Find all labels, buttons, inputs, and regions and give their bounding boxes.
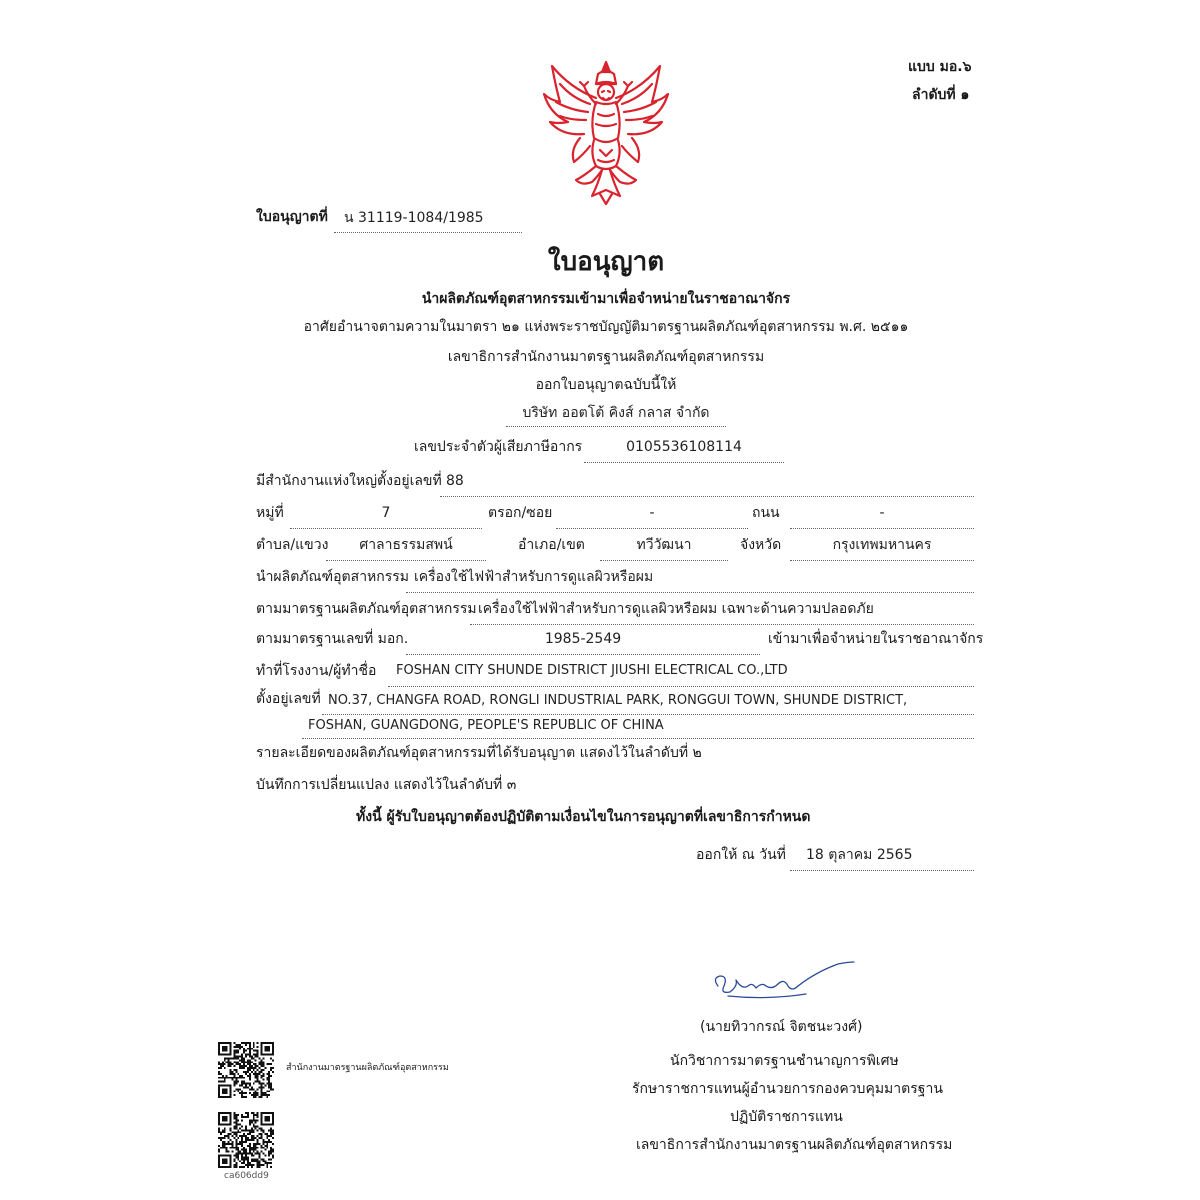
garuda-emblem-icon <box>540 58 672 208</box>
signature-icon <box>708 956 858 1006</box>
qr-caption: สำนักงานมาตรฐานผลิตภัณฑ์อุตสาหกรรม <box>286 1063 449 1073</box>
subdistrict-value: ศาลาธรรมสพน์ <box>359 537 453 553</box>
issue-line: ออกใบอนุญาตฉบับนี้ให้ <box>535 377 677 393</box>
standard-no-value: 1985-2549 <box>544 631 622 647</box>
standard-no-suffix: เข้ามาเพื่อจำหน่ายในราชอาณาจักร <box>768 631 984 647</box>
secretary-line: เลขาธิการสำนักงานมาตรฐานผลิตภัณฑ์อุตสาหกรรม <box>447 349 765 365</box>
license-no-value: น 31119-1084/1985 <box>344 210 484 226</box>
subdistrict-label: ตำบล/แขวง <box>256 537 329 553</box>
tax-id-label: เลขประจำตัวผู้เสียภาษีอากร <box>414 439 583 455</box>
product-label: นำผลิตภัณฑ์อุตสาหกรรม <box>256 569 410 585</box>
authority-line: อาศัยอำนาจตามความในมาตรา ๒๑ แห่งพระราชบัญญัติมาตรฐานผลิตภัณฑ์อุตสาหกรรม พ.ศ. ๒๕๑๑ <box>303 319 909 335</box>
moo-label: หมู่ที่ <box>256 505 284 521</box>
qr-code-bottom-icon <box>218 1112 274 1168</box>
manufacturer-value: FOSHAN CITY SHUNDE DISTRICT JIUSHI ELECTRICAL CO.,LTD <box>396 663 788 678</box>
soi-value: - <box>649 505 655 521</box>
standard-no-label: ตามมาตรฐานเลขที่ มอก. <box>256 631 409 647</box>
province-label: จังหวัด <box>740 537 782 553</box>
standard-value: เครื่องใช้ไฟฟ้าสำหรับการดูแลผิวหรือผม เฉพาะด้านความปลอดภัย <box>478 601 874 617</box>
district-label: อำเภอ/เขต <box>518 537 585 553</box>
signer-title-2: รักษาราชการแทนผู้อำนวยการกองควบคุมมาตรฐาน <box>632 1081 943 1097</box>
signer-title-4: เลขาธิการสำนักงานมาตรฐานผลิตภัณฑ์อุตสาหกรรม <box>636 1137 953 1153</box>
document-title: ใบอนุญาต <box>547 247 665 277</box>
address-line-2: FOSHAN, GUANGDONG, PEOPLE'S REPUBLIC OF CHINA <box>308 718 664 733</box>
signer-title-1: นักวิชาการมาตรฐานชำนาญการพิเศษ <box>670 1053 899 1069</box>
condition-line: ทั้งนี้ ผู้รับใบอนุญาตต้องปฏิบัติตามเงื่อนไขในการอนุญาตที่เลขาธิการกำหนด <box>356 809 811 825</box>
details-line: รายละเอียดของผลิตภัณฑ์อุตสาหกรรมที่ได้รับอนุญาต แสดงไว้ในลำดับที่ ๒ <box>256 745 702 761</box>
moo-value: 7 <box>381 505 391 521</box>
address-line-1: NO.37, CHANGFA ROAD, RONGLI INDUSTRIAL PARK, RONGGUI TOWN, SHUNDE DISTRICT, <box>328 693 908 708</box>
address-label: ตั้งอยู่เลขที่ <box>256 691 321 707</box>
company-name: บริษัท ออตโต้ คิงส์ กลาส จำกัด <box>522 405 710 421</box>
head-office-field <box>440 474 974 497</box>
road-label: ถนน <box>752 505 780 521</box>
qr-code-top-icon <box>218 1042 274 1098</box>
changes-line: บันทึกการเปลี่ยนแปลง แสดงไว้ในลำดับที่ ๓ <box>256 777 517 793</box>
soi-label: ตรอก/ซอย <box>488 505 553 521</box>
tax-id-value: 0105536108114 <box>626 439 742 455</box>
province-value: กรุงเทพมหานคร <box>832 537 932 553</box>
product-value: เครื่องใช้ไฟฟ้าสำหรับการดูแลผิวหรือผม <box>414 569 654 585</box>
signer-name: (นายทิวากรณ์ จิตชนะวงศ์) <box>700 1019 863 1035</box>
standard-label: ตามมาตรฐานผลิตภัณฑ์อุตสาหกรรม <box>256 601 477 617</box>
head-office-value: 88 <box>446 473 464 489</box>
issued-label: ออกให้ ณ วันที่ <box>696 847 786 863</box>
license-no-label: ใบอนุญาตที่ <box>256 209 328 225</box>
road-value: - <box>879 505 885 521</box>
sequence-number: ลำดับที่ ๑ <box>912 87 970 103</box>
form-code: แบบ มอ.๖ <box>908 59 972 75</box>
head-office-label: มีสำนักงานแห่งใหญ่ตั้งอยู่เลขที่ <box>256 473 442 489</box>
manufacturer-label: ทำที่โรงงาน/ผู้ทำชื่อ <box>256 663 377 679</box>
signer-title-3: ปฏิบัติราชการแทน <box>730 1109 843 1125</box>
document-subtitle: นำผลิตภัณฑ์อุตสาหกรรมเข้ามาเพื่อจำหน่ายในราชอาณาจักร <box>421 291 791 307</box>
issued-date: 18 ตุลาคม 2565 <box>806 847 913 863</box>
district-value: ทวีวัฒนา <box>636 537 692 553</box>
qr-code-id: ca606dd9 <box>224 1171 269 1181</box>
